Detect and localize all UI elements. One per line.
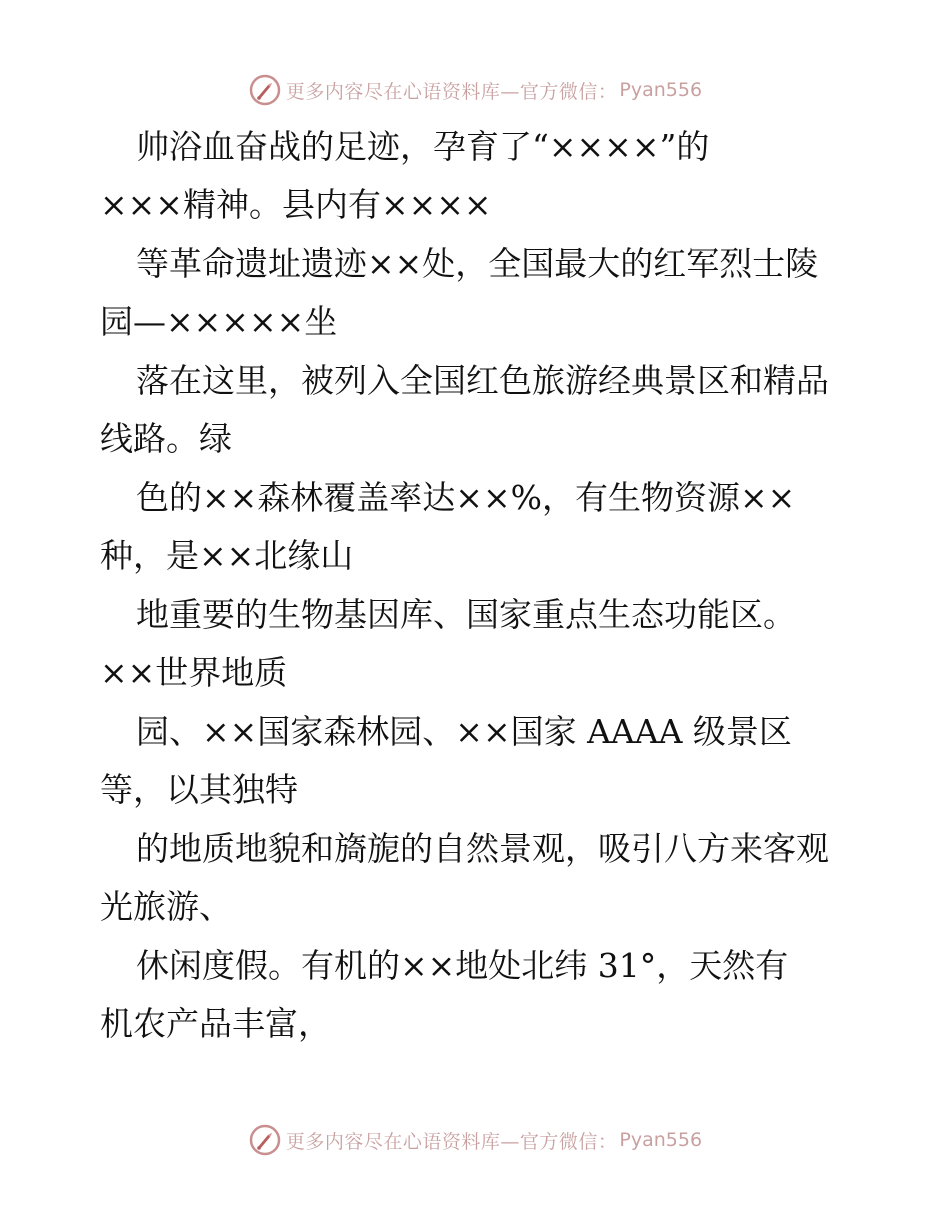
watermark-text: 更多内容尽在心语资料库—官方微信： (285, 80, 618, 103)
pen-nib-logo-icon (248, 1123, 282, 1157)
text-line: 园、××国家森林园、××国家 AAAA 级景区 (136, 712, 792, 751)
text-line: 种，是××北缘山 (100, 536, 354, 575)
text-line: 休闲度假。有机的××地处北纬 31°，天然有 (136, 946, 789, 985)
text-line: 光旅游、 (100, 887, 232, 926)
text-line: 等革命遗址遗迹××处，全国最大的红军烈士陵 (136, 244, 819, 283)
text-line: 机农产品丰富， (100, 1004, 331, 1043)
watermark-brand: Pyan556 (619, 79, 703, 101)
watermark-brand: Pyan556 (619, 1129, 703, 1151)
text-line: 线路。绿 (100, 419, 232, 458)
watermark-text: 更多内容尽在心语资料库—官方微信： (285, 1130, 618, 1153)
text-line: 的地质地貌和旖旎的自然景观，吸引八方来客观 (136, 829, 829, 868)
header-watermark (0, 70, 950, 110)
text-line: 等，以其独特 (100, 770, 298, 809)
text-line: 园—×××××坐 (100, 302, 338, 341)
text-line: ××世界地质 (100, 653, 288, 692)
pen-nib-logo-icon (248, 73, 282, 107)
text-line: 落在这里，被列入全国红色旅游经典景区和精品 (136, 361, 829, 400)
text-line: 地重要的生物基因库、国家重点生态功能区。 (136, 595, 796, 634)
footer-watermark (0, 1120, 950, 1160)
text-line: ×××精神。县内有×××× (100, 185, 492, 224)
text-line: 色的××森林覆盖率达××%，有生物资源×× (136, 478, 796, 517)
text-line: 帅浴血奋战的足迹，孕育了“××××”的 (136, 127, 710, 166)
